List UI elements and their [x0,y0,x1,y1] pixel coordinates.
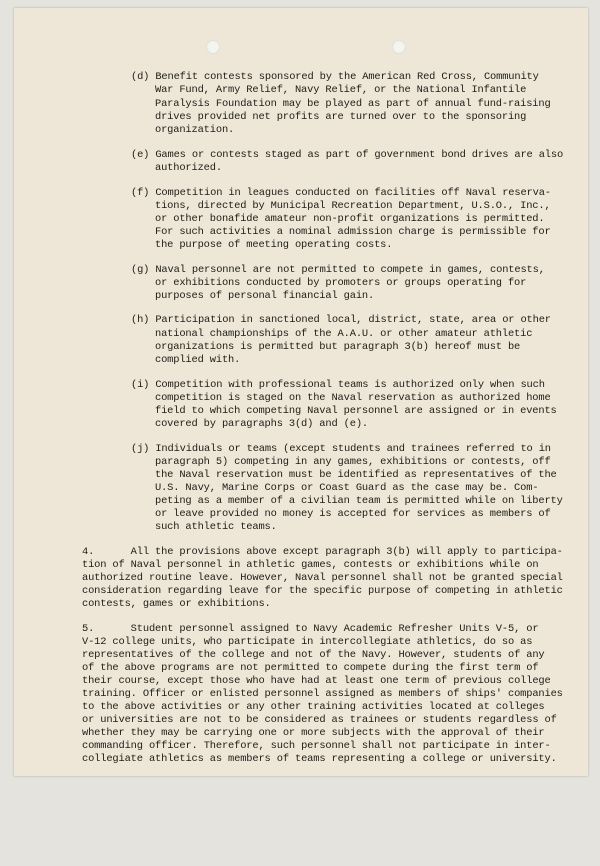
item-i-line-3: field to which competing Naval personnel are assigned or in events [155,405,557,417]
item-d-line-4: drives provided net profits are turned over to the sponsoring [155,111,527,123]
item-i-line-2: competition is staged on the Naval reservation as authorized home [155,392,551,404]
item-h-line-4: complied with. [155,354,241,366]
para-4-line-5: contests, games or exhibitions. [82,598,271,610]
item-j-line-2: paragraph 5) competing in any games, exhibitions or contests, off [155,456,551,468]
item-f-line-1: (f) Competition in leagues conducted on facilities off Naval reserva- [131,187,551,199]
item-g-line-3: purposes of personal financial gain. [155,290,375,302]
para-4-line-2: tion of Naval personnel in athletic games, contests or exhibitions while on [82,559,539,571]
item-d-line-3: Paralysis Foundation may be played as part of annual fund-raising [155,98,551,110]
item-g-line-1: (g) Naval personnel are not permitted to compete in games, contests, [131,264,545,276]
item-h-line-2: national championships of the A.A.U. or other amateur athletic [155,328,533,340]
punch-hole-left [206,40,220,54]
para-5-line-10: commanding officer. Therefore, such personnel shall not participate in inter- [82,740,551,752]
para-4-line-1: 4. All the provisions above except paragraph 3(b) will apply to participa- [82,546,563,558]
item-f-line-4: For such activities a nominal admission charge is permissible for [155,226,551,238]
para-4-line-4: consideration regarding leave for the specific purpose of competing in athletic [82,585,563,597]
item-g-line-2: or exhibitions conducted by promoters or groups operating for [155,277,527,289]
item-d-line-5: organization. [155,124,235,136]
item-j-line-3: the Naval reservation must be identified as representatives of the [155,469,557,481]
item-j-line-5: peting as a member of a civilian team is permitted while on liberty [155,495,563,507]
para-5-line-11: collegiate athletics as members of teams representing a college or university. [82,753,557,765]
item-d-line-2: War Fund, Army Relief, Navy Relief, or the National Infantile [155,84,527,96]
para-5-line-2: V-12 college units, who participate in intercollegiate athletics, do so as [82,636,533,648]
item-f-line-5: the purpose of meeting operating costs. [155,239,393,251]
para-5-line-6: training. Officer or enlisted personnel assigned as members of ships' companies [82,688,563,700]
para-5-line-8: or universities are not to be considered as trainees or students regardless of [82,714,557,726]
item-j-line-4: U.S. Navy, Marine Corps or Coast Guard as the case may be. Com- [155,482,539,494]
para-5-line-7: to the above activities or any other training activities located at colleges [82,701,545,713]
item-f-line-3: or other bonafide amateur non-profit organizations is permitted. [155,213,545,225]
item-j-line-7: such athletic teams. [155,521,277,533]
para-5-line-4: of the above programs are not permitted to compete during the first term of [82,662,539,674]
punch-hole-right [392,40,406,54]
item-j-line-6: or leave provided no money is accepted for services as members of [155,508,551,520]
para-4-line-3: authorized routine leave. However, Naval personnel shall not be granted special [82,572,563,584]
document-text [14,8,564,866]
para-5-line-3: representatives of the college and not of the Navy. However, students of any [82,649,545,661]
item-h-line-1: (h) Participation in sanctioned local, district, state, area or other [131,314,551,326]
item-e-line-1: (e) Games or contests staged as part of government bond drives are also [131,149,564,161]
item-f-line-2: tions, directed by Municipal Recreation Department, U.S.O., Inc., [155,200,551,212]
item-i-line-4: covered by paragraphs 3(d) and (e). [155,418,368,430]
para-5-line-9: whether they may be carrying one or more subjects with the approval of their [82,727,545,739]
document-page [14,8,588,776]
item-j-line-1: (j) Individuals or teams (except students and trainees referred to in [131,443,551,455]
item-e-line-2: authorized. [155,162,222,174]
para-5-line-1: 5. Student personnel assigned to Navy Academic Refresher Units V-5, or [82,623,539,635]
item-i-line-1: (i) Competition with professional teams is authorized only when such [131,379,545,391]
item-h-line-3: organizations is permitted but paragraph 3(b) hereof must be [155,341,521,353]
item-d-line-1: (d) Benefit contests sponsored by the American Red Cross, Community [131,71,539,83]
para-5-line-5: their course, except those who have had at least one term of previous college [82,675,551,687]
